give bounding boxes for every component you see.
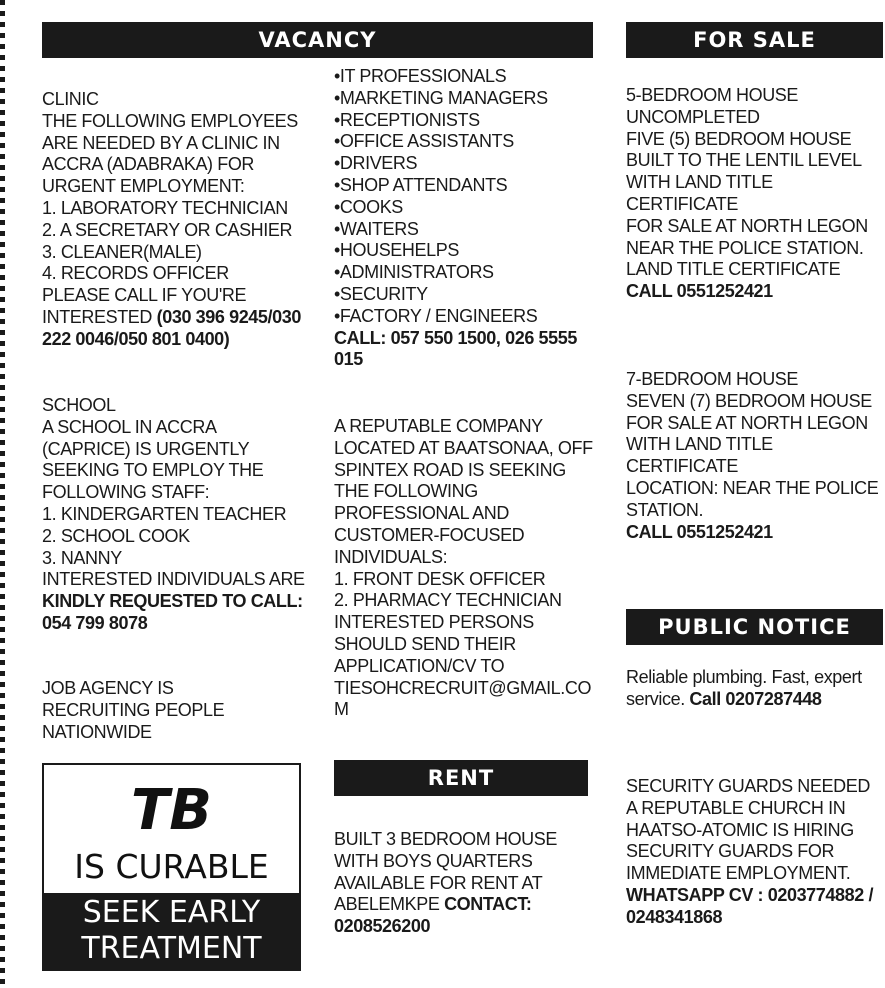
security-contact-line [626, 885, 873, 907]
school-contact-line [42, 613, 305, 635]
school-contact-line [42, 591, 305, 613]
school-line: INTERESTED INDIVIDUALS ARE [42, 569, 305, 590]
list-item: •WAITERS [334, 218, 419, 239]
clinic-contact-prefix: INTERESTED [42, 306, 157, 327]
school-ad [42, 395, 305, 635]
sale-line: LAND TITLE CERTIFICATE [626, 259, 841, 280]
rent-contact-line [334, 916, 557, 938]
sale-line: SEVEN (7) BEDROOM HOUSE [626, 390, 872, 411]
security-line: IMMEDIATE EMPLOYMENT. [626, 863, 851, 884]
clinic-line: ARE NEEDED BY A CLINIC IN [42, 132, 280, 153]
sale-line: FIVE (5) BEDROOM HOUSE [626, 128, 852, 149]
plumbing-phone: Call 0207287448 [689, 688, 822, 709]
company-line: LOCATED AT BAATSONAA, OFF [334, 437, 593, 458]
clinic-line: CLINIC [42, 89, 99, 109]
school-line: SEEKING TO EMPLOY THE [42, 460, 264, 481]
list-item: •SECURITY [334, 283, 428, 304]
clinic-line: 1. LABORATORY TECHNICIAN [42, 197, 288, 218]
sale-phone: CALL 0551252421 [626, 281, 773, 302]
rent-header: RENT [334, 760, 588, 796]
job-agency-line: JOB AGENCY IS [42, 678, 174, 698]
list-item: •DRIVERS [334, 153, 418, 174]
security-guards-notice [626, 776, 873, 929]
security-phone: 0248341868 [626, 906, 723, 927]
clinic-ad [42, 89, 301, 351]
company-line: PROFESSIONAL AND [334, 503, 509, 524]
job-agency-ad [42, 678, 224, 743]
agency-job-list [334, 66, 577, 371]
sale-line: UNCOMPLETED [626, 106, 760, 127]
clinic-line: 3. CLEANER(MALE) [42, 241, 202, 262]
list-item: •COOKS [334, 196, 403, 217]
list-item: •MARKETING MANAGERS [334, 87, 548, 108]
company-line: CUSTOMER-FOCUSED [334, 524, 525, 545]
job-agency-line: NATIONWIDE [42, 721, 152, 742]
list-item: •SHOP ATTENDANTS [334, 174, 508, 195]
security-contact-line [626, 907, 873, 929]
sale-line: NEAR THE POLICE STATION. [626, 237, 864, 258]
list-item: •IT PROFESSIONALS [334, 66, 507, 86]
plumbing-text: service. [626, 688, 690, 709]
school-contact-text: KINDLY REQUESTED TO CALL: [42, 591, 303, 612]
sale-contact-line [626, 522, 878, 544]
public-notice-header: PUBLIC NOTICE [626, 609, 883, 645]
school-phone: 054 799 8078 [42, 612, 148, 633]
sale-phone: CALL 0551252421 [626, 521, 773, 542]
sale-line: CERTIFICATE [626, 193, 738, 214]
security-line: A REPUTABLE CHURCH IN [626, 797, 846, 818]
rent-line: BUILT 3 BEDROOM HOUSE [334, 829, 557, 849]
clinic-line: 2. A SECRETARY OR CASHIER [42, 219, 293, 240]
clinic-line: PLEASE CALL IF YOU'RE [42, 285, 247, 306]
plumbing-contact-line [626, 689, 862, 711]
sale-5-bedroom-ad [626, 85, 868, 303]
sale-line: CERTIFICATE [626, 456, 738, 477]
agency-contact-line [334, 349, 577, 371]
tb-title: TB [131, 778, 212, 843]
sale-7-bedroom-ad [626, 369, 878, 543]
company-line: APPLICATION/CV TO [334, 655, 505, 676]
sale-line: WITH LAND TITLE [626, 172, 773, 193]
company-line: 1. FRONT DESK OFFICER [334, 568, 546, 589]
tb-band-line: TREATMENT [81, 931, 262, 966]
for-sale-header: FOR SALE [626, 22, 883, 58]
sale-contact-line [626, 281, 868, 303]
company-email-line: TIESOHCRECRUIT@GMAIL.CO [334, 677, 592, 698]
company-line: THE FOLLOWING [334, 481, 478, 502]
tb-band [44, 893, 299, 969]
company-email-line: M [334, 699, 349, 720]
list-item: •ADMINISTRATORS [334, 262, 494, 283]
school-line: 2. SCHOOL COOK [42, 525, 190, 546]
school-line: 3. NANNY [42, 547, 122, 568]
tb-subtitle: IS CURABLE [74, 847, 269, 886]
school-line: SCHOOL [42, 395, 116, 415]
sale-line: WITH LAND TITLE [626, 434, 773, 455]
agency-phone: CALL: 057 550 1500, 026 5555 [334, 327, 577, 348]
security-line: SECURITY GUARDS FOR [626, 841, 835, 862]
list-item: •RECEPTIONISTS [334, 109, 480, 130]
job-agency-line: RECRUITING PEOPLE [42, 699, 225, 720]
rent-contact-line [334, 894, 557, 916]
clinic-line: THE FOLLOWING EMPLOYEES [42, 110, 298, 131]
sale-line: FOR SALE AT NORTH LEGON [626, 215, 868, 236]
company-line: 2. PHARMACY TECHNICIAN [334, 590, 562, 611]
clinic-contact-line [42, 329, 301, 351]
company-line: INTERESTED PERSONS [334, 612, 534, 633]
list-item: •OFFICE ASSISTANTS [334, 131, 514, 152]
sale-line: STATION. [626, 499, 704, 520]
sale-line: LOCATION: NEAR THE POLICE [626, 477, 879, 498]
clinic-line: 4. RECORDS OFFICER [42, 263, 229, 284]
sale-line: 5-BEDROOM HOUSE [626, 85, 799, 105]
list-item: •FACTORY / ENGINEERS [334, 305, 538, 326]
company-line: SHOULD SEND THEIR [334, 633, 516, 654]
sale-line: 7-BEDROOM HOUSE [626, 369, 799, 389]
clinic-line: ACCRA (ADABRAKA) FOR [42, 154, 255, 175]
clinic-phone: (030 396 9245/030 [156, 306, 301, 327]
sale-line: BUILT TO THE LENTIL LEVEL [626, 150, 862, 171]
security-phone: WHATSAPP CV : 0203774882 / [626, 884, 874, 905]
school-line: A SCHOOL IN ACCRA [42, 416, 217, 437]
tb-band-line: SEEK EARLY [82, 895, 261, 930]
plumbing-notice [626, 667, 862, 711]
plumbing-line: Reliable plumbing. Fast, expert [626, 667, 862, 687]
company-ad [334, 416, 593, 721]
security-line: HAATSO-ATOMIC IS HIRING [626, 819, 854, 840]
school-line: (CAPRICE) IS URGENTLY [42, 438, 250, 459]
agency-phone: 015 [334, 349, 363, 370]
vacancy-header: VACANCY [42, 22, 593, 58]
tb-campaign-ad [42, 763, 301, 971]
security-line: SECURITY GUARDS NEEDED [626, 776, 870, 796]
list-item: •HOUSEHELPS [334, 240, 459, 261]
company-line: SPINTEX ROAD IS SEEKING [334, 459, 566, 480]
company-line: INDIVIDUALS: [334, 546, 448, 567]
school-line: FOLLOWING STAFF: [42, 482, 210, 503]
company-line: A REPUTABLE COMPANY [334, 416, 543, 436]
page-binding-edge [0, 0, 16, 988]
clinic-phone: 222 0046/050 801 0400) [42, 328, 230, 349]
clinic-contact-line [42, 307, 301, 329]
school-line: 1. KINDERGARTEN TEACHER [42, 503, 287, 524]
rent-ad [334, 829, 557, 938]
rent-location: ABELEMKPE [334, 894, 445, 915]
rent-phone: 0208526200 [334, 916, 431, 937]
agency-contact-line [334, 328, 577, 350]
rent-line: WITH BOYS QUARTERS [334, 850, 533, 871]
rent-line: AVAILABLE FOR RENT AT [334, 872, 543, 893]
sale-line: FOR SALE AT NORTH LEGON [626, 412, 868, 433]
rent-contact-label: CONTACT: [444, 894, 532, 915]
clinic-line: URGENT EMPLOYMENT: [42, 176, 245, 197]
